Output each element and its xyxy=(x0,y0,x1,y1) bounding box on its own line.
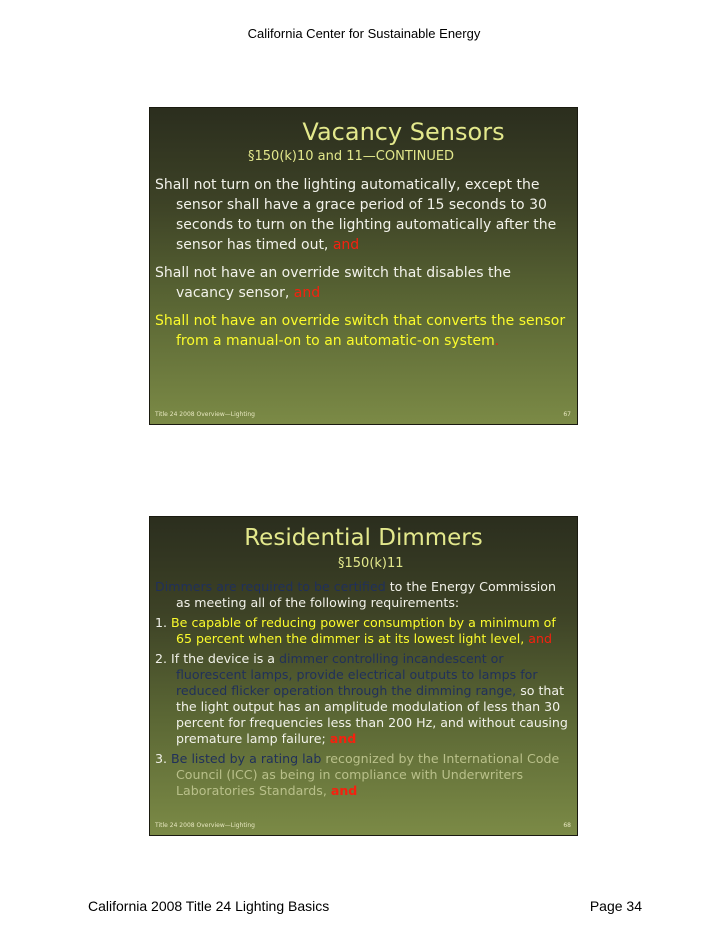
intro-highlight: Dimmers are required to be certified xyxy=(155,579,386,594)
item-number: 1. xyxy=(155,615,168,630)
bullet-text: Shall not turn on the lighting automatically, except the sensor shall have a grace period of 15 seconds to 30 seconds to turn on the lighting automatically after the sensor has timed out, xyxy=(155,177,557,253)
item-text-a: Be listed by a rating lab xyxy=(171,751,322,766)
slide-body xyxy=(155,579,569,803)
and-connector: and xyxy=(329,731,357,746)
and-connector: and xyxy=(528,631,552,646)
bullet-override-disable xyxy=(155,263,569,303)
intro-paragraph xyxy=(155,579,569,611)
requirement-2 xyxy=(155,651,569,747)
requirement-1 xyxy=(155,615,569,647)
slide-vacancy-sensors xyxy=(149,107,578,425)
page-header: California Center for Sustainable Energy xyxy=(247,26,481,41)
slide-footer-label: Title 24 2008 Overview—Lighting xyxy=(155,822,255,829)
slide-subtitle: §150(k)11 xyxy=(338,556,404,571)
slide-footer-label: Title 24 2008 Overview—Lighting xyxy=(155,411,255,418)
item-text-a: If the device is a xyxy=(171,651,276,666)
item-number: 3. xyxy=(155,751,168,766)
item-text: Be capable of reducing power consumption by a minimum of 65 percent when the dimmer is at its lowest light level, xyxy=(171,615,556,646)
intro-text: to the Energy Commission as meeting all of the following requirements: xyxy=(176,579,556,610)
slide-subtitle: §150(k)10 and 11—CONTINUED xyxy=(248,149,455,164)
slide-body xyxy=(155,175,569,359)
slide-number: 68 xyxy=(563,822,571,829)
and-connector: and xyxy=(332,237,360,253)
slide-title: Vacancy Sensors xyxy=(302,118,505,146)
and-connector: and xyxy=(293,285,321,301)
document-title-footer: California 2008 Title 24 Lighting Basics xyxy=(88,898,330,914)
slide-title: Residential Dimmers xyxy=(244,525,483,551)
slide-residential-dimmers xyxy=(149,516,578,836)
item-text-c: so that the light output has an amplitude modulation of less than 30 percent for frequencies less than 200 Hz, and without causing premature lamp failure; xyxy=(176,683,568,746)
bullet-text: Shall not have an override switch that converts the sensor from a manual-on to an automatic-on system xyxy=(155,313,566,349)
slide-number: 67 xyxy=(563,411,571,418)
bullet-text: Shall not have an override switch that disables the vacancy sensor, xyxy=(155,265,512,301)
requirement-3 xyxy=(155,751,569,799)
and-connector: and xyxy=(330,783,358,798)
period-mark: . xyxy=(494,333,500,349)
item-text-b: recognized by the International Code Council (ICC) as being in compliance with Underwriters Laboratories Standards, xyxy=(176,751,560,798)
item-number: 2. xyxy=(155,651,168,666)
item-text-b: dimmer controlling incandescent or fluorescent lamps, provide electrical outputs to lamps for reduced flicker operation through the dimming range, xyxy=(176,651,538,698)
bullet-override-convert xyxy=(155,311,569,351)
page-number: Page 34 xyxy=(589,898,642,914)
bullet-grace-period xyxy=(155,175,569,255)
